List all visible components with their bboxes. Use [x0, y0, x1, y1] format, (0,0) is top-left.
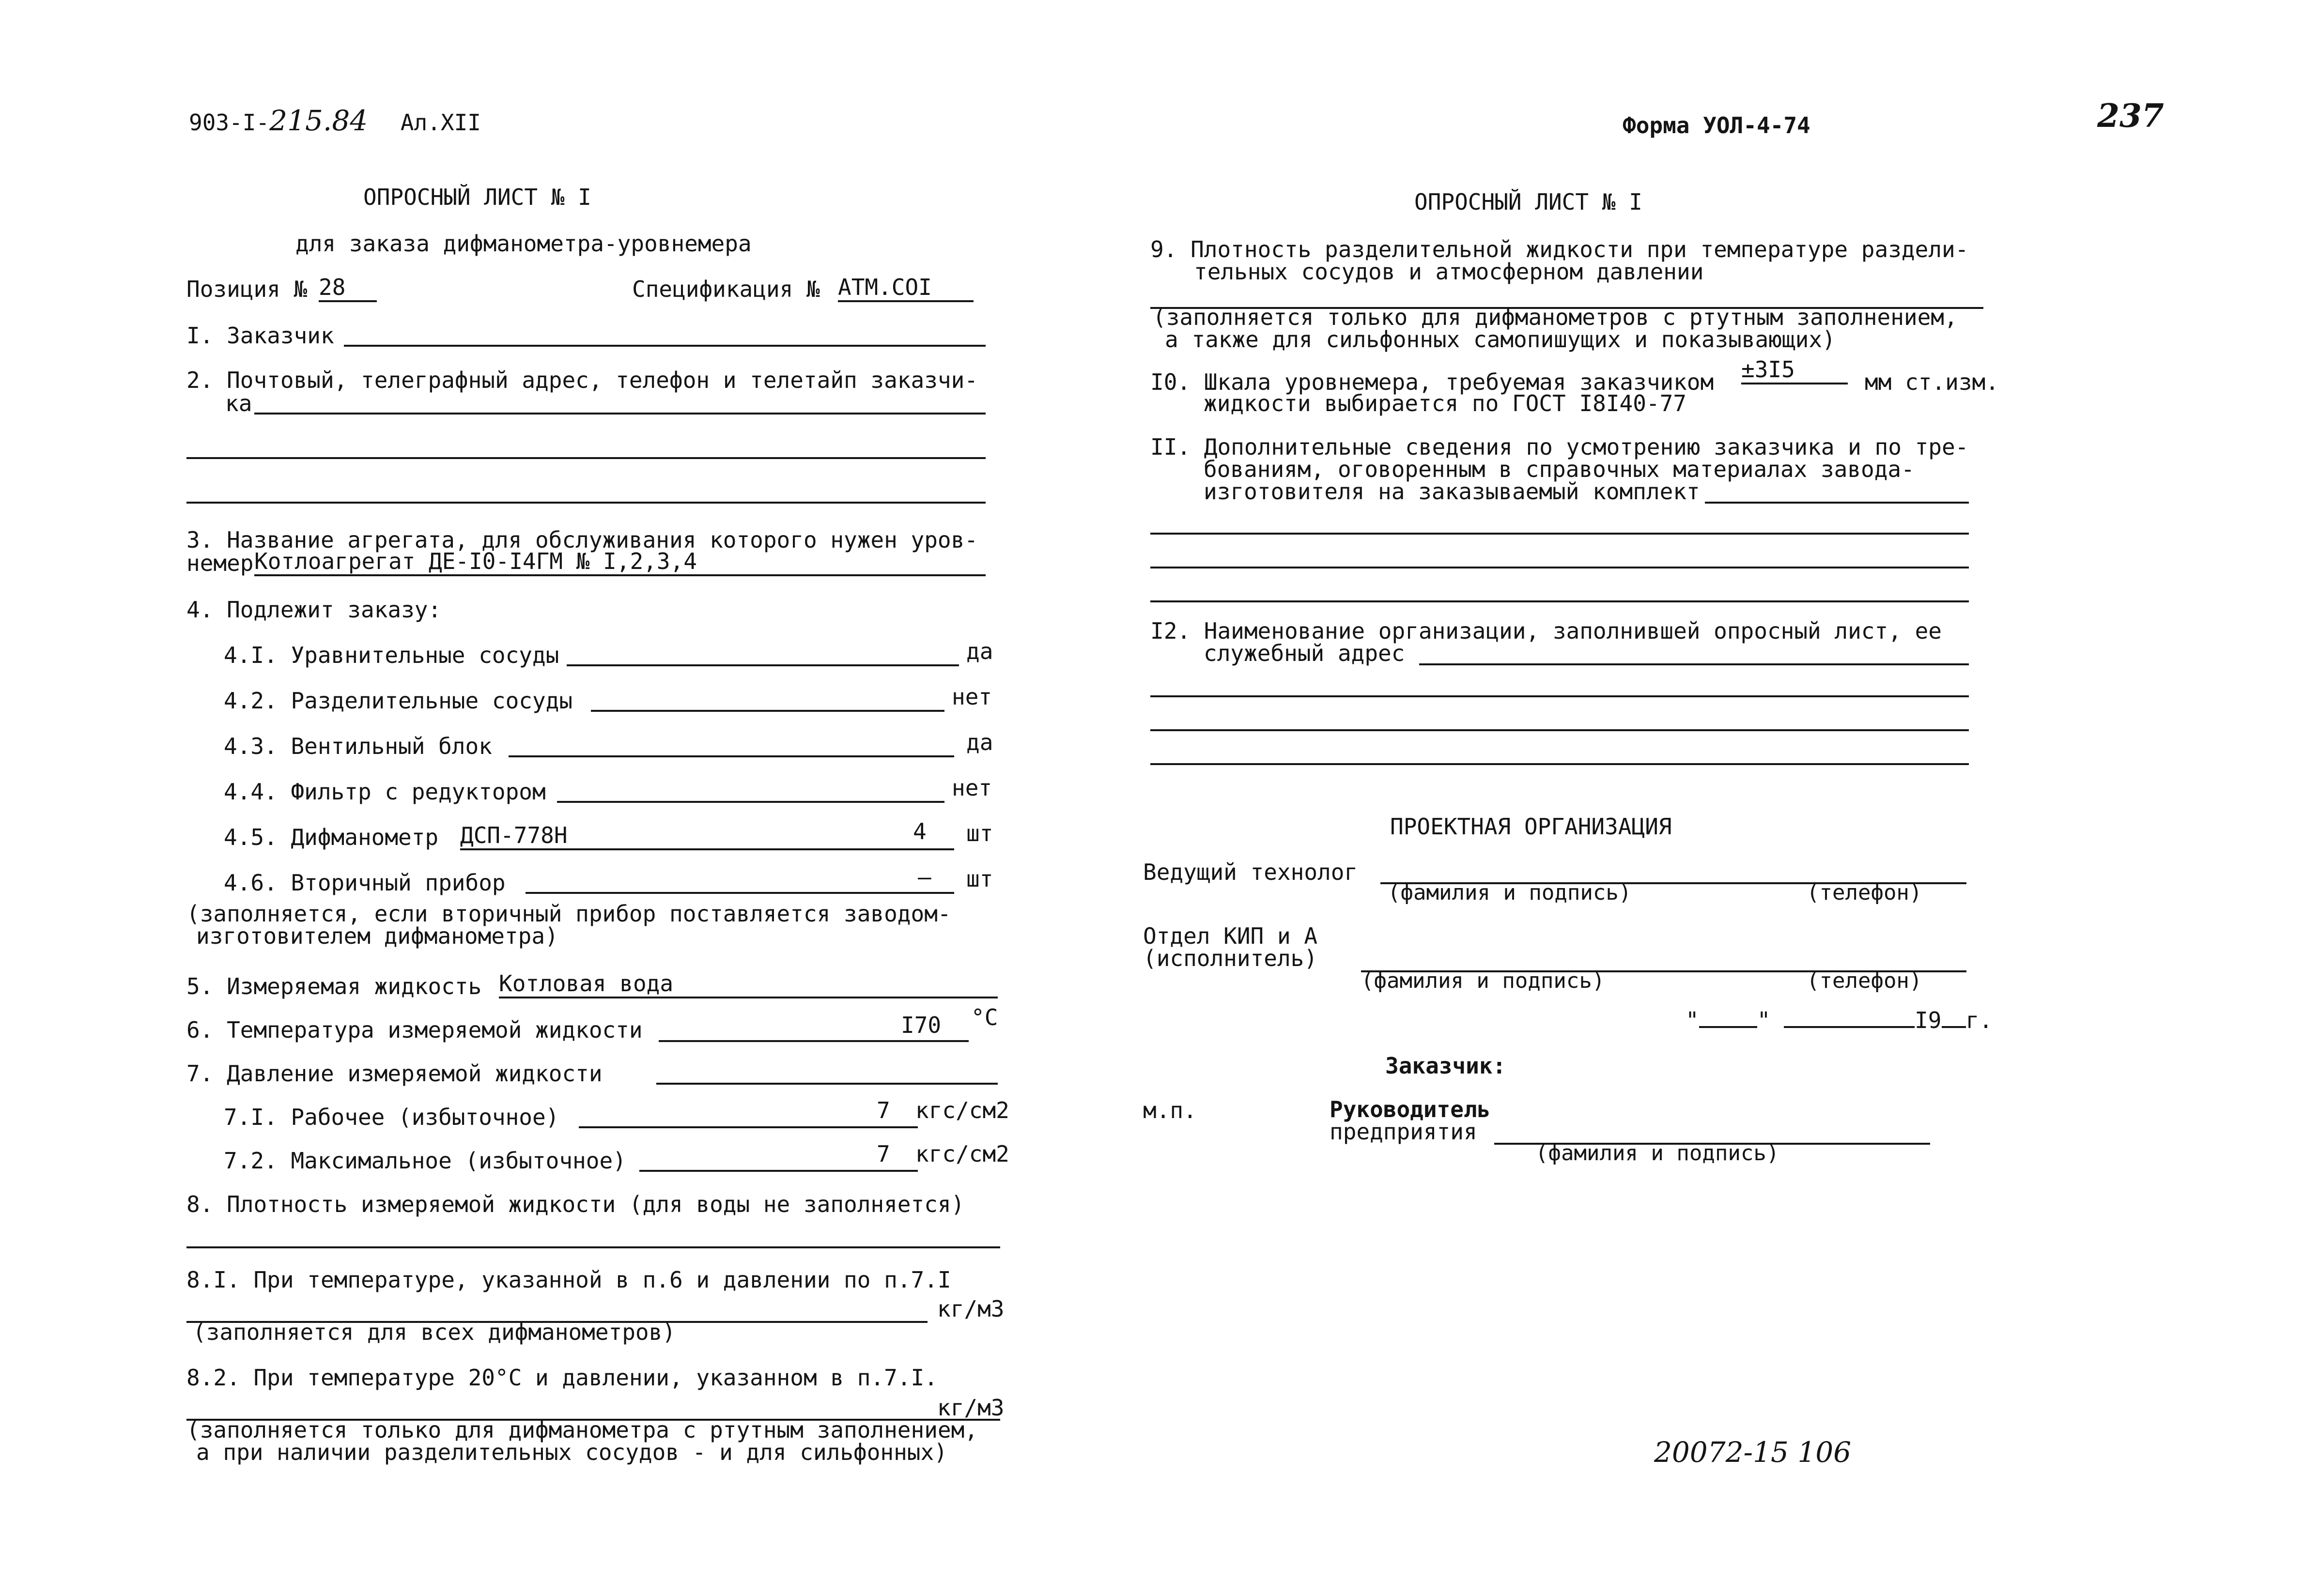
- left-title: ОПРОСНЫЙ ЛИСТ № I: [363, 184, 591, 210]
- specification-label: Спецификация №: [632, 276, 820, 302]
- q2-address-label-line1: 2. Почтовый, телеграфный адрес, телефон и телетайп заказчи-: [186, 367, 978, 393]
- q9-label-line1: 9. Плотность разделительной жидкости при температуре раздели-: [1150, 236, 1969, 262]
- q2-address-line2: [186, 457, 986, 459]
- lead-technologist-phone-caption: (телефон): [1807, 880, 1922, 905]
- q72-value: 7: [877, 1141, 890, 1167]
- q46-label: 4.6. Вторичный прибор: [224, 870, 506, 896]
- head-label-line1: Руководитель: [1330, 1096, 1491, 1122]
- dept-label-line2: (исполнитель): [1143, 945, 1318, 971]
- q11-line1: [1705, 502, 1969, 504]
- q2-address-line1: [254, 413, 986, 414]
- q10-value: ±3I5: [1741, 356, 1848, 384]
- q46-line: [526, 892, 954, 894]
- q6-value: I70: [901, 1012, 942, 1038]
- footer-handwritten-number: 20072-15 106: [1654, 1436, 1852, 1469]
- q43-answer: да: [966, 729, 993, 755]
- q6-unit: °С: [971, 1004, 998, 1030]
- q11-label-line1: II. Дополнительные сведения по усмотрению заказчика и по тре-: [1150, 434, 1969, 460]
- q12-line4: [1150, 763, 1969, 765]
- q71-value: 7: [877, 1097, 890, 1123]
- q71-line: [579, 1126, 918, 1128]
- date-quote-open: ": [1686, 1007, 1699, 1033]
- q4-order-heading: 4. Подлежит заказу:: [186, 597, 442, 623]
- q10-label-line1: I0. Шкала уровнемера, требуемая заказчиком: [1150, 369, 1714, 395]
- q43-line: [509, 755, 954, 757]
- q8-line: [186, 1246, 1000, 1248]
- q12-label-line2: служебный адрес: [1204, 640, 1405, 666]
- album-number: Ал.XII: [400, 109, 481, 136]
- q44-answer: нет: [952, 775, 992, 801]
- q11-line4: [1150, 600, 1969, 602]
- specification-field: [838, 274, 974, 302]
- date-suffix: г.: [1965, 1007, 1993, 1033]
- head-name-caption: (фамилия и подпись): [1535, 1141, 1779, 1166]
- q45-field: [460, 822, 954, 850]
- q9-note-line1: (заполняется только для дифманометров с ртутным заполнением,: [1153, 304, 1958, 330]
- customer-label: Заказчик:: [1385, 1053, 1506, 1079]
- q45-quantity: 4: [913, 818, 927, 844]
- q42-answer: нет: [952, 684, 992, 710]
- q82-label: 8.2. При температуре 20°С и давлении, указанном в п.7.I.: [186, 1365, 938, 1391]
- q46-note-line1: (заполняется, если вторичный прибор поставляется заводом-: [186, 901, 951, 927]
- head-label-line2: предприятия: [1330, 1119, 1477, 1145]
- q6-line: [659, 1040, 969, 1042]
- q11-line3: [1150, 567, 1969, 568]
- left-subtitle: для заказа дифманометра-уровнемера: [295, 230, 752, 257]
- q42-label: 4.2. Разделительные сосуды: [224, 688, 573, 714]
- q1-customer-line: [344, 345, 986, 347]
- q3-unit-label-line2: немер: [186, 550, 254, 576]
- stamp-label: м.п.: [1143, 1097, 1197, 1123]
- dept-name-caption: (фамилия и подпись): [1361, 968, 1605, 993]
- q71-unit: кгс/см2: [915, 1097, 1009, 1123]
- q12-line2: [1150, 695, 1969, 697]
- q5-label: 5. Измеряемая жидкость: [186, 973, 482, 999]
- specification-value: АТМ.СОI: [838, 274, 974, 302]
- q46-note-line2: изготовителем дифманометра): [196, 923, 558, 949]
- q44-label: 4.4. Фильтр с редуктором: [224, 779, 546, 805]
- position-field: [319, 274, 377, 302]
- date-field: [1686, 1007, 1993, 1033]
- date-quote-close: ": [1757, 1007, 1771, 1033]
- lead-technologist-name-caption: (фамилия и подпись): [1388, 880, 1632, 905]
- q1-customer-label: I. Заказчик: [186, 322, 334, 349]
- q8-label: 8. Плотность измеряемой жидкости (для воды не заполняется): [186, 1191, 965, 1217]
- q10-field: [1741, 356, 1848, 384]
- design-org-title: ПРОЕКТНАЯ ОРГАНИЗАЦИЯ: [1390, 813, 1672, 840]
- q82-unit: кг/м3: [937, 1395, 1005, 1421]
- q46-unit: шт: [966, 866, 993, 892]
- dept-phone-caption: (телефон): [1807, 968, 1922, 993]
- page-number: 237: [2097, 97, 2164, 135]
- q6-label: 6. Температура измеряемой жидкости: [186, 1017, 643, 1043]
- q45-unit: шт: [966, 820, 993, 846]
- q81-note: (заполняется для всех дифманометров): [193, 1319, 676, 1345]
- q3-unit-field: [254, 548, 986, 576]
- q9-label-line2: тельных сосудов и атмосферном давлении: [1194, 259, 1704, 285]
- q7-line: [656, 1083, 998, 1085]
- q71-label: 7.I. Рабочее (избыточное): [224, 1104, 559, 1130]
- document-code-handwritten: 215.84: [269, 104, 368, 137]
- q11-label-line3: изготовителя на заказываемый комплект: [1204, 478, 1700, 505]
- lead-technologist-label: Ведущий технолог: [1143, 859, 1358, 885]
- q41-answer: да: [966, 638, 993, 664]
- q5-field: [499, 970, 998, 998]
- q41-label: 4.I. Уравнительные сосуды: [224, 642, 559, 668]
- q45-value: ДСП-778Н: [460, 822, 954, 850]
- document-code: [189, 104, 481, 137]
- q42-line: [591, 710, 944, 712]
- q2-address-label-line2: ка: [225, 390, 252, 416]
- q7-label: 7. Давление измеряемой жидкости: [186, 1060, 603, 1087]
- q81-unit: кг/м3: [937, 1296, 1005, 1322]
- position-label: Позиция №: [186, 276, 308, 302]
- q5-value: Котловая вода: [499, 970, 998, 998]
- q82-note-line1: (заполняется только для дифманометра с ртутным заполнением,: [186, 1417, 978, 1443]
- q3-unit-label-line1: 3. Название агрегата, для обслуживания которого нужен уров-: [186, 527, 978, 553]
- q12-label-line1: I2. Наименование организации, заполнившей опросный лист, ее: [1150, 618, 1942, 644]
- position-value: 28: [319, 274, 377, 302]
- q10-label-line2: жидкости выбирается по ГОСТ I8I40-77: [1204, 390, 1686, 416]
- dept-label-line1: Отдел КИП и А: [1143, 923, 1318, 949]
- q46-value: –: [918, 864, 931, 890]
- q10-unit: мм ст.изм.: [1865, 369, 1999, 395]
- form-code: Форма УОЛ-4-74: [1623, 112, 1810, 138]
- q41-line: [567, 664, 959, 666]
- q2-address-line3: [186, 502, 986, 504]
- q11-label-line2: бованиям, оговоренным в справочных материалах завода-: [1204, 456, 1915, 482]
- q45-label: 4.5. Дифманометр: [224, 824, 439, 850]
- q44-line: [557, 801, 944, 803]
- q3-unit-value: Котлоагрегат ДЕ-I0-I4ГМ № I,2,3,4: [254, 548, 986, 576]
- q12-line1: [1419, 663, 1969, 665]
- date-year: I9: [1915, 1007, 1942, 1033]
- q72-label: 7.2. Максимальное (избыточное): [224, 1148, 626, 1174]
- q82-note-line2: а при наличии разделительных сосудов - и для сильфонных): [196, 1439, 947, 1465]
- q72-line: [639, 1170, 918, 1172]
- q12-line3: [1150, 729, 1969, 731]
- q43-label: 4.3. Вентильный блок: [224, 733, 492, 759]
- right-title: ОПРОСНЫЙ ЛИСТ № I: [1414, 189, 1642, 215]
- q72-unit: кгс/см2: [915, 1141, 1009, 1167]
- q11-line2: [1150, 533, 1969, 535]
- q9-note-line2: а также для сильфонных самопишущих и показывающих): [1165, 326, 1836, 353]
- q81-label: 8.I. При температуре, указанной в п.6 и давлении по п.7.I: [186, 1267, 951, 1293]
- document-code-text: 903-I-: [189, 109, 270, 136]
